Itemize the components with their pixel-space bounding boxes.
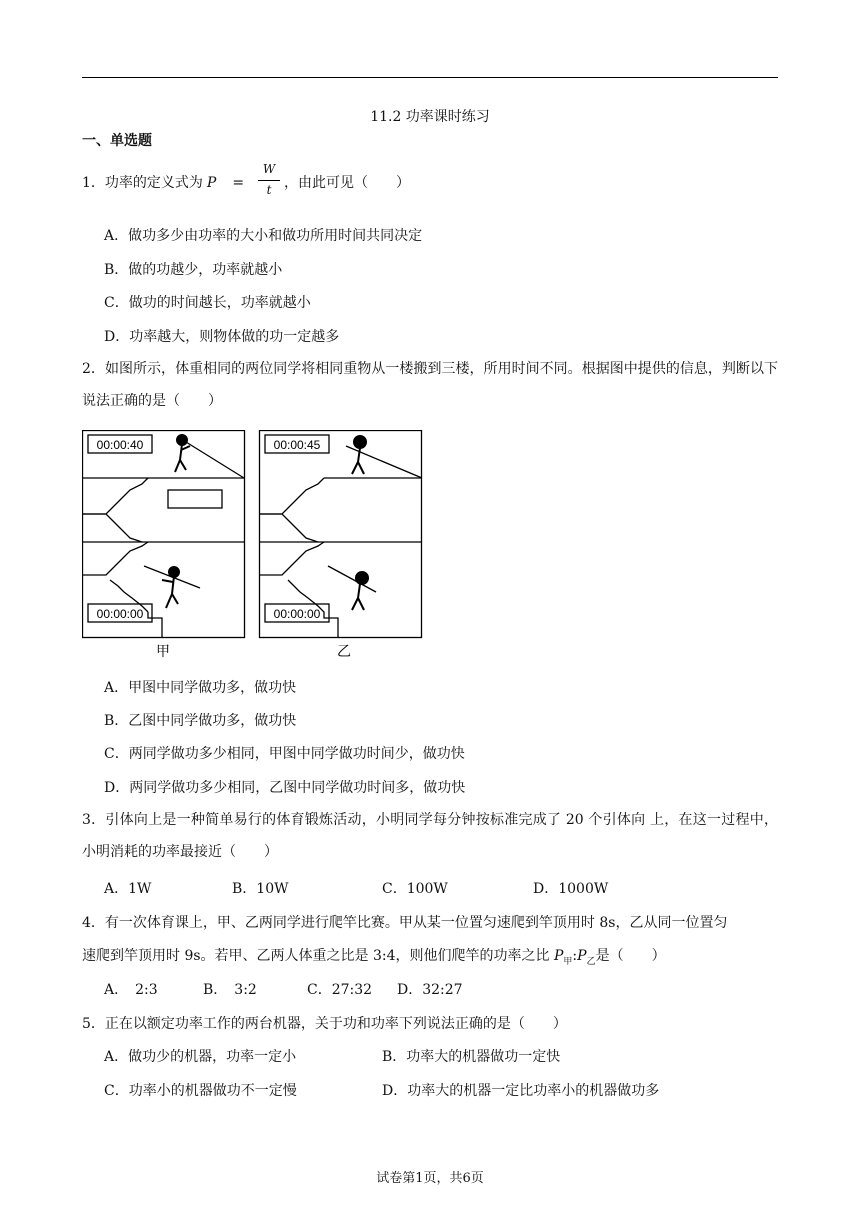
q2-option-b[interactable]: B．乙图中同学做功多，做功快 xyxy=(104,713,297,729)
q1-option-b[interactable]: B．做的功越少，功率就越小 xyxy=(104,262,283,278)
q4-power-p2: P xyxy=(577,948,587,964)
q4-option-b[interactable]: B． 3:2 xyxy=(203,982,257,998)
q5-option-d[interactable]: D．功率大的机器一定比功率小的机器做功多 xyxy=(382,1083,660,1099)
q2-option-d[interactable]: D．两同学做功多少相同，乙图中同学做功时间多，做功快 xyxy=(104,780,466,796)
q3-option-a[interactable]: A．1W xyxy=(104,881,152,897)
q1-option-a[interactable]: A．做功多少由功率的大小和做功所用时间共同决定 xyxy=(104,228,423,244)
q2-figure xyxy=(82,430,426,666)
q3-stem: 3．引体向上是一种简单易行的体育锻炼活动，小明同学每分钟按标准完成了 20 个引体向 上，在这一过程中，小明消耗的功率最接近（ ） xyxy=(82,812,778,860)
q2-stem: 2．如图所示，体重相同的两位同学将相同重物从一楼搬到三楼，所用时间不同。根据图中提供的信息，判断以下说法正确的是（ ） xyxy=(82,361,778,409)
q4-option-c[interactable]: C．27:32 xyxy=(307,982,373,998)
left-top-student xyxy=(177,435,187,445)
q4-stem-line2-after: 是（ ） xyxy=(595,948,666,964)
q4-ratio-sep: : xyxy=(572,948,578,964)
left-bottom-student xyxy=(169,567,179,577)
q4-option-a[interactable]: A． 2:3 xyxy=(104,982,158,998)
q3-option-b[interactable]: B．10W xyxy=(232,881,289,897)
q1-stem-before: 1．功率的定义式为 xyxy=(82,175,203,191)
q1-fraction xyxy=(254,162,284,199)
right-top-student xyxy=(354,436,366,448)
q5-option-c[interactable]: C．功率小的机器做功不一定慢 xyxy=(104,1083,297,1099)
q4-option-d[interactable]: D．32:27 xyxy=(397,982,463,998)
right-bottom-student xyxy=(356,572,368,584)
q4-power-p1: P xyxy=(553,948,564,964)
q4-power-p1-sub: 甲 xyxy=(563,956,573,967)
left-caption: 甲 xyxy=(156,644,170,660)
q4-stem-line2 xyxy=(82,945,666,967)
q1-fraction-bar xyxy=(258,180,280,181)
staircase-illustration xyxy=(82,430,426,662)
q1-option-c[interactable]: C．做功的时间越长，功率就越小 xyxy=(104,295,311,311)
q2-option-a[interactable]: A．甲图中同学做功多，做功快 xyxy=(104,680,297,696)
left-top-timer: 00:00:40 xyxy=(96,438,144,452)
right-caption: 乙 xyxy=(337,644,351,660)
q5-option-b[interactable]: B．功率大的机器做功一定快 xyxy=(382,1049,561,1065)
left-sign-box xyxy=(168,490,222,508)
q2-option-c[interactable]: C．两同学做功多少相同，甲图中同学做功时间少，做功快 xyxy=(104,746,465,762)
right-bottom-timer: 00:00:00 xyxy=(273,607,321,621)
header-rule xyxy=(82,77,778,78)
q5-option-a[interactable]: A．做功少的机器，功率一定小 xyxy=(104,1049,297,1065)
q5-stem: 5．正在以额定功率工作的两台机器，关于功和功率下列说法正确的是（ ） xyxy=(82,1016,567,1032)
right-top-timer: 00:00:45 xyxy=(273,438,321,452)
q1-fraction-denominator: t xyxy=(266,183,272,197)
q4-stem-line2-before: 速爬到竿顶用时 9s。若甲、乙两人体重之比是 3:4，则他们爬竿的功率之比 xyxy=(82,948,554,964)
q1-stem xyxy=(82,172,244,192)
page-footer: 试卷第1页，共6页 xyxy=(376,1171,484,1186)
q1-stem-after: ，由此可见（ ） xyxy=(284,175,410,191)
q3-option-c[interactable]: C．100W xyxy=(382,881,448,897)
q1-option-d[interactable]: D．功率越大，则物体做的功一定越多 xyxy=(104,329,340,345)
q1-fraction-numerator: W xyxy=(262,162,276,176)
q4-power-p2-sub: 乙 xyxy=(586,956,596,967)
page-title: 11.2 功率课时练习 xyxy=(370,109,490,125)
q4-stem-line1: 4．有一次体育课上，甲、乙两同学进行爬竿比赛。甲从某一位置匀速爬到竿顶用时 8s，乙从同一位置匀 xyxy=(82,915,728,931)
q1-formula-eq: = xyxy=(232,175,245,191)
section-heading: 一、单选题 xyxy=(82,133,152,149)
q1-formula-p: P xyxy=(206,175,217,191)
q3-option-d[interactable]: D．1000W xyxy=(533,881,609,897)
left-bottom-timer: 00:00:00 xyxy=(96,607,144,621)
